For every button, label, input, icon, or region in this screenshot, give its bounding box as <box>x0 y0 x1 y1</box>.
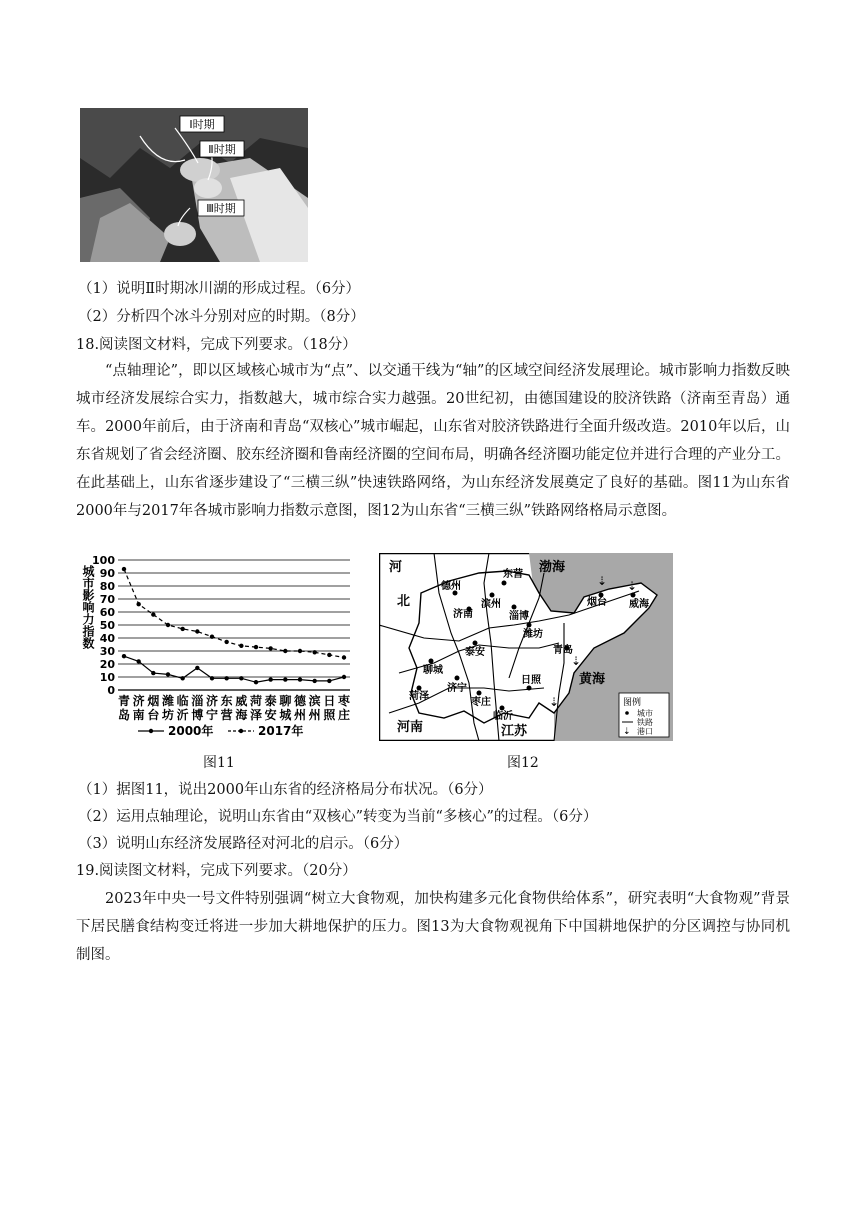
q18-body: “点轴理论”，即以区域核心城市为“点”、以交通干线为“轴”的区域空间经济发展理论。城市影响力指数反映城市经济发展综合实力，指数越大，城市综合实力越强。20世纪初，由德国建设的胶济铁路（济南至青岛）通车。2000年前后，由于济南和青岛“双核心”城市崛起，山东省对胶济铁路进行全面升级改造。2010年以后，山东省规划了省会经济圈、胶东经济圈和鲁南经济圈的空间布局，明确各经济圈功能定位并进行合理的产业分工。在此基础上，山东省逐步建设了“三横三纵”快速铁路网络，为山东经济发展奠定了良好的基础。图11为山东省2000年与2017年各城市影响力指数示意图，图12为山东省“三横三纵”铁路网络格局示意图。 <box>76 363 790 519</box>
x-tick-char-top: 泰 <box>264 694 277 708</box>
x-tick-char-bottom: 博 <box>191 708 204 722</box>
x-tick-char-top: 烟 <box>147 694 160 708</box>
x-tick-label <box>161 693 174 722</box>
city-zaozhuang: 枣庄 <box>471 697 491 708</box>
x-tick-char-bottom: 泽 <box>249 708 263 722</box>
series-0-point <box>312 679 316 683</box>
legend-marker-0 <box>149 729 153 733</box>
series-1-point <box>210 635 214 639</box>
x-tick-char-bottom: 州 <box>293 708 307 722</box>
label-henan: 河南 <box>397 720 424 735</box>
chart-legend <box>138 723 303 738</box>
x-tick-char-bottom: 城 <box>279 708 292 722</box>
label-hebei-1: 河 <box>389 560 403 575</box>
series-1-point <box>283 649 287 653</box>
x-tick-label <box>279 693 292 722</box>
chart-series-points <box>122 567 346 685</box>
city-dongying: 东营 <box>503 569 523 580</box>
x-tick-char-top: 德 <box>293 694 307 708</box>
x-tick-char-bottom: 岛 <box>117 708 131 722</box>
x-tick-char-top: 枣 <box>337 694 351 708</box>
x-tick-label <box>323 694 336 722</box>
x-tick-char-top: 日 <box>323 694 336 708</box>
x-tick-label <box>249 693 262 722</box>
city-weifang: 潍坊 <box>523 629 543 640</box>
q18-sub1: （1）据图11，说出2000年山东省的经济格局分布状况。（6分） <box>78 782 493 798</box>
y-tick-label: 10 <box>99 671 115 684</box>
series-1-point <box>254 645 258 649</box>
series-0-point <box>342 675 346 679</box>
series-1-point <box>239 644 243 648</box>
x-tick-label <box>294 693 307 722</box>
x-tick-char-bottom: 照 <box>323 708 336 722</box>
glacier-illustration <box>80 108 308 262</box>
series-0-point <box>298 677 302 681</box>
legend-label-1: 2017年 <box>258 724 304 738</box>
series-1-point <box>312 650 316 654</box>
q17-sub1: （1）说明Ⅱ时期冰川湖的形成过程。（6分） <box>78 281 361 297</box>
y-tick-label: 30 <box>99 645 115 658</box>
x-tick-char-top: 东 <box>220 694 233 708</box>
q18-sub3: （3）说明山东经济发展路径对河北的启示。（6分） <box>78 836 409 852</box>
x-tick-char-top: 临 <box>176 694 189 708</box>
q18-sub2: （2）运用点轴理论，说明山东省由“双核心”转变为当前“多核心”的过程。（6分） <box>78 809 598 825</box>
series-0-point <box>283 677 287 681</box>
city-yantai: 烟台 <box>587 597 607 608</box>
legend-marker-1 <box>239 729 243 733</box>
x-tick-char-top: 济 <box>205 694 219 708</box>
city-dezhou: 德州 <box>441 581 461 592</box>
series-0-point <box>268 677 272 681</box>
city-jinan: 济南 <box>453 609 473 620</box>
x-tick-char-bottom: 营 <box>220 708 233 722</box>
city-rizhao: 日照 <box>521 675 541 686</box>
series-1-point <box>151 612 155 616</box>
figure-11-chart <box>74 553 360 743</box>
x-tick-label <box>265 693 277 722</box>
x-tick-label <box>191 693 203 722</box>
series-0-point <box>210 676 214 680</box>
x-tick-char-top: 菏 <box>249 694 263 708</box>
series-1-point <box>166 623 170 627</box>
q19-header: 19.阅读图文材料，完成下列要求。（20分） <box>76 863 357 879</box>
series-1-point <box>136 602 140 606</box>
figure-12-map <box>379 553 673 741</box>
series-1-point <box>180 627 184 631</box>
x-tick-char-bottom: 沂 <box>176 708 189 722</box>
y-tick-label: 80 <box>99 580 115 593</box>
x-tick-char-bottom: 宁 <box>205 708 219 722</box>
city-heze: 菏泽 <box>409 691 429 702</box>
figure-12-caption: 图12 <box>507 755 539 771</box>
label-huanghai: 黄海 <box>579 672 606 687</box>
series-0-point <box>224 676 228 680</box>
y-tick-label: 50 <box>99 619 115 632</box>
series-1-point <box>327 653 331 657</box>
glacier-label-2: Ⅱ时期 <box>208 143 236 156</box>
x-tick-char-bottom: 海 <box>235 708 248 722</box>
series-1-point <box>298 649 302 653</box>
city-liaocheng: 聊城 <box>423 665 443 676</box>
x-tick-char-top: 聊 <box>279 694 292 708</box>
figure-11-caption: 图11 <box>203 755 235 771</box>
x-tick-char-top: 威 <box>235 694 248 708</box>
series-0-point <box>239 676 243 680</box>
chart-gridlines <box>118 560 350 690</box>
glacier-label-3: Ⅲ时期 <box>206 202 236 215</box>
series-1-point <box>224 640 228 644</box>
chart-y-tick-labels <box>92 554 115 697</box>
series-0-point <box>151 671 155 675</box>
x-tick-char-bottom: 坊 <box>161 708 175 722</box>
x-tick-char-bottom: 安 <box>264 708 277 722</box>
legend-railway: 铁路 <box>637 718 653 727</box>
map-legend <box>619 693 669 737</box>
svg-text:⇣: ⇣ <box>623 727 631 737</box>
y-tick-label: 90 <box>99 567 115 580</box>
series-0-point <box>180 676 184 680</box>
x-tick-label <box>177 693 189 722</box>
city-weihai: 威海 <box>629 599 649 610</box>
x-tick-label <box>235 693 248 722</box>
x-tick-char-bottom: 庄 <box>337 708 351 722</box>
chart-y-axis-label: 城市影响力指数 <box>81 565 95 649</box>
label-jiangsu: 江苏 <box>501 724 528 739</box>
series-line-1 <box>124 569 344 657</box>
city-binzhou: 滨州 <box>481 599 501 610</box>
series-0-point <box>166 672 170 676</box>
q19-body: 2023年中央一号文件特别强调“树立大食物观，加快构建多元化食物供给体系”，研究表明“大食物观”背景下居民膳食结构变迁将进一步加大耕地保护的压力。图13为大食物观视角下中国耕地保护的分区调控与协同机制图。 <box>76 891 790 963</box>
series-0-point <box>195 666 199 670</box>
legend-city: 城市 <box>637 709 653 718</box>
label-bohai: 渤海 <box>539 560 566 575</box>
x-tick-label <box>206 693 218 722</box>
x-tick-char-top: 青 <box>117 694 131 708</box>
legend-port: 港口 <box>637 727 653 736</box>
glacier-label-1: Ⅰ时期 <box>189 118 215 131</box>
svg-text:⇣: ⇣ <box>627 579 638 593</box>
city-taian: 泰安 <box>465 647 485 658</box>
legend-title: 图例 <box>623 698 642 708</box>
series-0-point <box>136 659 140 663</box>
y-tick-label: 70 <box>99 593 115 606</box>
series-1-point <box>342 655 346 659</box>
x-tick-char-top: 济 <box>132 694 145 708</box>
y-tick-label: 0 <box>107 684 115 697</box>
city-zibo: 淄博 <box>509 611 529 622</box>
city-jining: 济宁 <box>447 683 467 694</box>
series-0-point <box>254 680 258 684</box>
svg-text:⇣: ⇣ <box>597 574 608 588</box>
x-tick-char-bottom: 州 <box>308 708 321 722</box>
series-1-point <box>122 567 126 571</box>
y-tick-label: 60 <box>99 606 115 619</box>
x-tick-label <box>146 693 159 722</box>
series-line-0 <box>124 656 344 682</box>
x-tick-char-top: 滨 <box>308 694 321 708</box>
x-tick-char-bottom: 台 <box>147 708 160 722</box>
svg-text:⇣: ⇣ <box>571 654 582 668</box>
series-0-point <box>327 679 331 683</box>
svg-text:⇣: ⇣ <box>549 695 560 709</box>
label-hebei-2: 北 <box>397 594 411 609</box>
x-tick-label <box>118 693 130 722</box>
x-tick-char-top: 潍 <box>161 694 175 708</box>
q17-sub2: （2）分析四个冰斗分别对应的时期。（8分） <box>78 309 365 325</box>
x-tick-label <box>133 693 145 722</box>
legend-label-0: 2000年 <box>168 724 214 738</box>
series-1-point <box>268 646 272 650</box>
series-0-point <box>122 654 126 658</box>
x-tick-char-bottom: 南 <box>132 708 145 722</box>
y-tick-label: 40 <box>99 632 115 645</box>
y-tick-label: 100 <box>92 554 115 567</box>
q18-header: 18.阅读图文材料，完成下列要求。（18分） <box>76 337 357 353</box>
x-tick-label <box>221 693 233 722</box>
city-qingdao: 青岛 <box>553 645 573 656</box>
x-tick-char-top: 淄 <box>191 694 204 708</box>
series-1-point <box>195 629 199 633</box>
glacier-figure <box>80 108 308 262</box>
city-linyi: 临沂 <box>493 711 513 722</box>
y-tick-label: 20 <box>99 658 115 671</box>
chart-x-tick-labels <box>118 693 350 722</box>
x-tick-label <box>308 693 321 722</box>
x-tick-label <box>338 693 350 722</box>
